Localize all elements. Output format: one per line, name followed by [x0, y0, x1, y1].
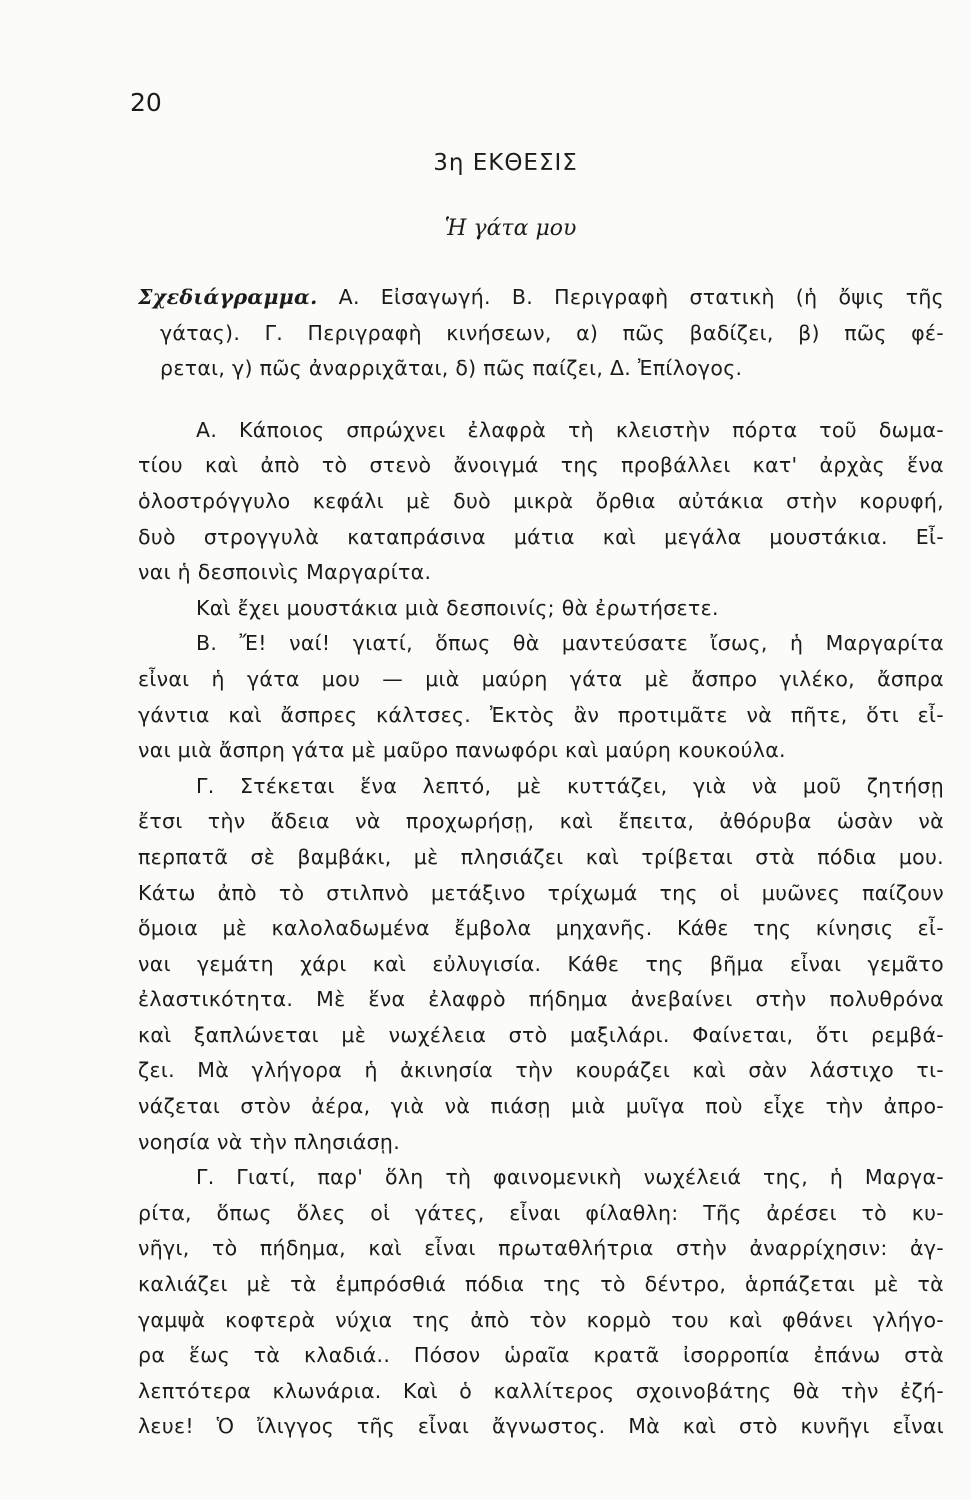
page-number: 20: [130, 88, 162, 117]
text-line: Καὶ ἔχει μουστάκια μιὰ δεσποινίς; θὰ ἐρωτήσετε.: [196, 595, 719, 620]
text-line: περπατᾶ σὲ βαμβάκι, μὲ πλησιάζει καὶ τρίβεται στὰ πόδια μου.: [138, 844, 944, 869]
outline-line: ρεται, γ) πῶς ἀναρριχᾶται, δ) πῶς παίζει, Δ. Ἐπίλογος.: [160, 356, 743, 381]
text-line: γάντια καὶ ἄσπρες κάλτσες. Ἐκτὸς ἂν προτιμᾶτε νὰ πῆτε, ὅτι εἶ-: [138, 702, 944, 727]
text-line: ναι μιὰ ἄσπρη γάτα μὲ μαῦρο πανωφόρι καὶ μαύρη κουκούλα.: [138, 738, 786, 763]
text-line: τίου καὶ ἀπὸ τὸ στενὸ ἄνοιγμά της προβάλλει κατ' ἀρχὰς ἕνα: [138, 453, 944, 478]
outline-line: [138, 280, 944, 316]
paragraph-gap: [138, 387, 944, 413]
text-line: ναι ἡ δεσποινὶς Μαργαρίτα.: [138, 560, 432, 585]
section-heading: 3η ΕΚΘΕΣΙΣ: [433, 150, 578, 176]
text-line: καλιάζει μὲ τὰ ἐμπρόσθιά πόδια της τὸ δέντρο, ἁρπάζεται μὲ τὰ: [138, 1272, 944, 1297]
text-line: ὁλοστρόγγυλο κεφάλι μὲ δυὸ μικρὰ ὄρθια αὐτάκια στὴν κορυφή,: [138, 488, 944, 513]
essay-text: [138, 413, 944, 1445]
text-line: ὅμοια μὲ καλολαδωμένα ἔμβολα μηχανῆς. Κάθε της κίνησις εἶ-: [138, 916, 944, 941]
text-line: νῆγι, τὸ πήδημα, καὶ εἶναι πρωταθλήτρια στὴν ἀναρρίχησιν: ἀγ-: [138, 1236, 944, 1261]
text-line: Β. Ἔ! ναί! γιατί, ὅπως θὰ μαντεύσατε ἴσως, ἡ Μαργαρίτα: [196, 631, 944, 656]
text-line: Γ. Γιατί, παρ' ὅλη τὴ φαινομενικὴ νωχέλειά της, ἡ Μαργα-: [196, 1165, 944, 1190]
text-line: καὶ ξαπλώνεται μὲ νωχέλεια στὸ μαξιλάρι. Φαίνεται, ὅτι ρεμβά-: [138, 1022, 944, 1047]
outline-text: Α. Εἰσαγωγή. Β. Περιγραφὴ στατικὴ (ἡ ὄψις τῆς: [317, 285, 944, 309]
page-body: [138, 280, 944, 1445]
text-line: εἶναι ἡ γάτα μου — μιὰ μαύρη γάτα μὲ ἄσπρο γιλέκο, ἄσπρα: [138, 666, 944, 691]
text-line: νάζεται στὸν ἀέρα, γιὰ νὰ πιάσῃ μιὰ μυῖγα ποὺ εἶχε τὴν ἀπρο-: [138, 1094, 944, 1119]
text-line: ρίτα, ὅπως ὅλες οἱ γάτες, εἶναι φίλαθλη: Τῆς ἀρέσει τὸ κυ-: [138, 1200, 944, 1225]
outline-label: Σχεδιάγραμμα.: [138, 285, 318, 309]
text-line: ἔτσι τὴν ἄδεια νὰ προχωρήσῃ, καὶ ἔπειτα, ἀθόρυβα ὡσὰν νὰ: [138, 809, 944, 834]
text-line: ρα ἕως τὰ κλαδιά.. Πόσον ὡραῖα κρατᾶ ἰσορροπία ἐπάνω στὰ: [138, 1343, 944, 1368]
text-line: νοησία νὰ τὴν πλησιάσῃ.: [138, 1129, 401, 1154]
text-line: Κάτω ἀπὸ τὸ στιλπνὸ μετάξινο τρίχωμά της οἱ μυῶνες παίζουν: [138, 880, 944, 905]
text-line: λευε! Ὁ ἴλιγγος τῆς εἶναι ἄγνωστος. Μὰ καὶ στὸ κυνῆγι εἶναι: [138, 1414, 944, 1439]
text-line: ναι γεμάτη χάρι καὶ εὐλυγισία. Κάθε της βῆμα εἶναι γεμᾶτο: [138, 951, 944, 976]
text-line: δυὸ στρογγυλὰ καταπράσινα μάτια καὶ μεγάλα μουστάκια. Εἶ-: [138, 524, 944, 549]
text-line: λεπτότερα κλωνάρια. Καὶ ὁ καλλίτερος σχοινοβάτης θὰ τὴν ἐζή-: [138, 1378, 944, 1403]
text-line: Γ. Στέκεται ἕνα λεπτό, μὲ κυττάζει, γιὰ νὰ μοῦ ζητήσῃ: [196, 773, 944, 798]
text-line: Α. Κάποιος σπρώχνει ἐλαφρὰ τὴ κλειστὴν πόρτα τοῦ δωμα-: [196, 417, 944, 442]
text-line: γαμψὰ κοφτερὰ νύχια της ἀπὸ τὸν κορμὸ του καὶ φθάνει γλήγο-: [138, 1307, 944, 1332]
text-line: ζει. Μὰ γλήγορα ἡ ἀκινησία τὴν κουράζει καὶ σὰν λάστιχο τι-: [138, 1058, 944, 1083]
text-line: ἐλαστικότητα. Μὲ ἕνα ἐλαφρὸ πήδημα ἀνεβαίνει στὴν πολυθρόνα: [138, 987, 944, 1012]
essay-title: Ἡ γάτα μου: [444, 216, 577, 241]
outline-line: γάτας). Γ. Περιγραφὴ κινήσεων, α) πῶς βαδίζει, β) πῶς φέ-: [160, 320, 944, 345]
